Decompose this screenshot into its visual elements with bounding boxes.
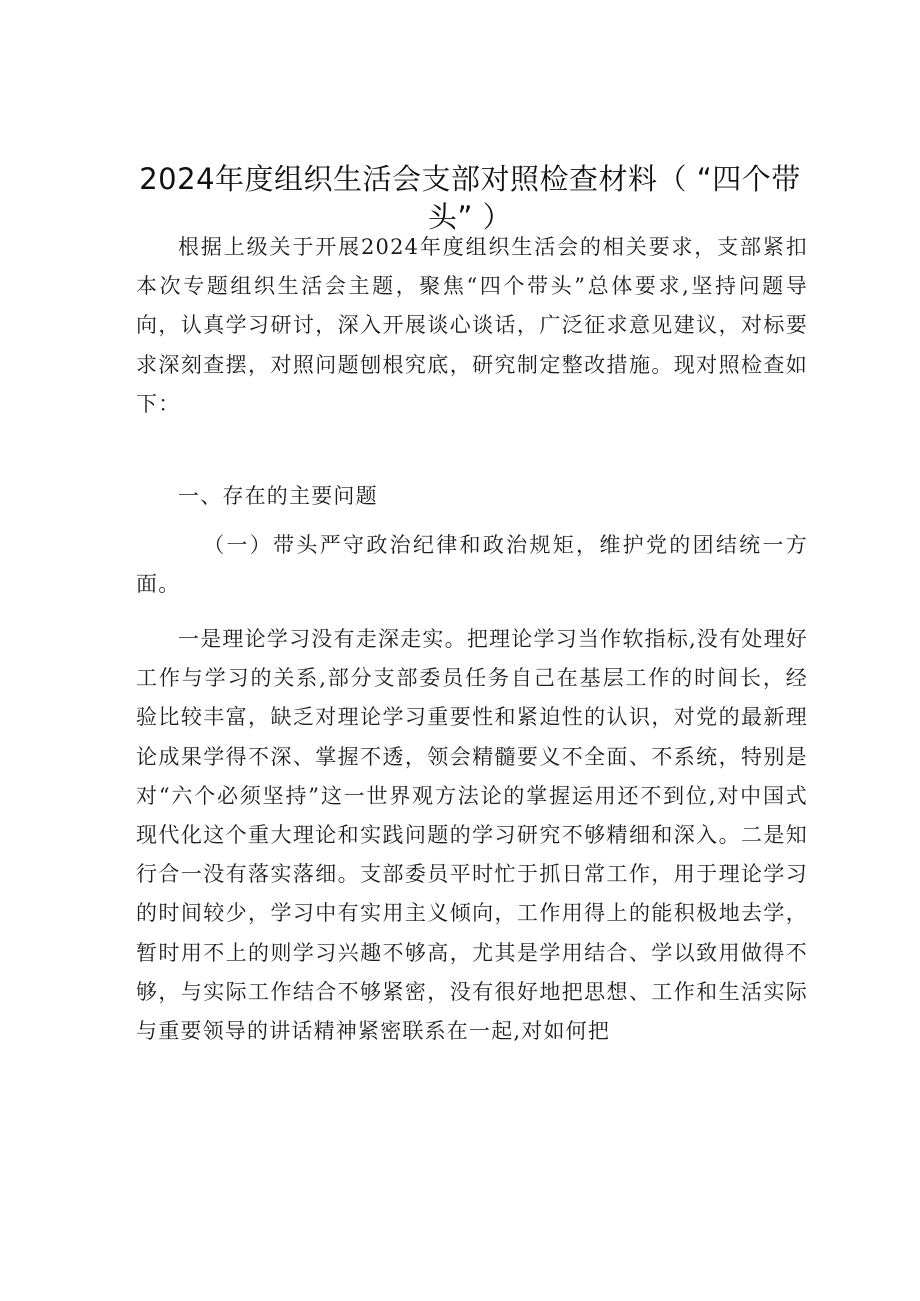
body-paragraph: 一是理论学习没有走深走实。把理论学习当作软指标,没有处理好工作与学习的关系,部分支部委员任务自己在基层工作的时间长，经验比较丰富，缺乏对理论学习重要性和紧迫性的认识，对党的最新理论成果学得不深、掌握不透，领会精髓要义不全面、不系统，特别是对“六个必须坚持”这一世界观方法论的掌握运用还不到位,对中国式现代化这个重大理论和实践问题的学习研究不够精细和深入。二是知行合一没有落实落细。支部委员平时忙于抓日常工作，用于理论学习的时间较少，学习中有实用主义倾向，工作用得上的能积极地去学，暂时用不上的则学习兴趣不够高，尤其是学用结合、学以致用做得不够，与实际工作结合不够紧密，没有很好地把思想、工作和生活实际与重要领导的讲话精神紧密联系在一起,对如何把 <box>136 627 808 1044</box>
section-heading: 一、存在的主要问题 <box>178 484 378 508</box>
document-title: 2024年度组织生活会支部对照检查材料（ “四个带头” ） <box>139 162 801 234</box>
intro-paragraph: 根据上级关于开展2024年度组织生活会的相关要求，支部紧扣本次专题组织生活会主题，聚焦“四个带头”总体要求,坚持问题导向，认真学习研讨，深入开展谈心谈话，广泛征求意见建议，对标要求深刻查摆，对照问题刨根究底，研究制定整改措施。现对照检查如下： <box>136 235 808 416</box>
subsection-heading: （一）带头严守政治纪律和政治规矩，维护党的团结统一方面。 <box>136 533 808 597</box>
